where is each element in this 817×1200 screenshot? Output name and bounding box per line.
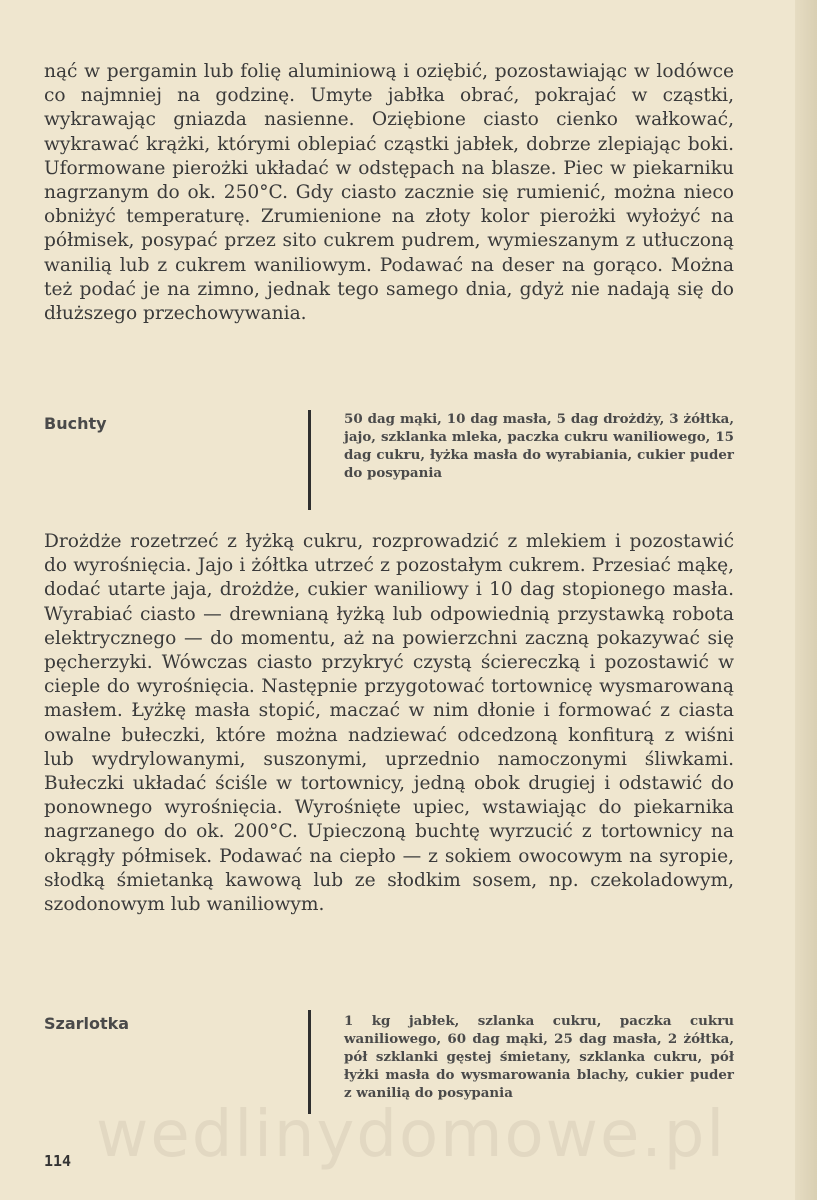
ingredients-divider xyxy=(308,410,311,510)
recipe-title-buchty: Buchty xyxy=(44,414,107,433)
ingredients-list-szarlotka: 1 kg jabłek, szlanka cukru, paczka cukru waniliowego, 60 dag mąki, 25 dag masła, 2 żółtka, pół szklanki gęstej śmietany, szklanka cukru, pół łyżki masła do wysmarowania blachy, cukier puder z wanilią do posypania xyxy=(344,1013,734,1101)
ingredients-list-buchty: 50 dag mąki, 10 dag masła, 5 dag drożdży, 3 żółtka, jajo, szklanka mleka, paczka cukru waniliowego, 15 dag cukru, łyżka masła do wyrabiania, cukier puder do posypania xyxy=(344,411,734,481)
recipe-instructions-buchty: Drożdże rozetrzeć z łyżką cukru, rozprowadzić z mlekiem i pozostawić do wyrośnięcia. Jajo i żółtka utrzeć z pozostałym cukrem. Przesiać mąkę, dodać utarte jaja, drożdże, cukier waniliowy i 10 dag stopionego masła. Wyrabiać ciasto — drewnianą łyżką lub odpowiednią przystawką robota elektrycznego — do momentu, aż na powierzchni zaczną pokazywać się pęcherzyki. Wówczas ciasto przykryć czystą ściereczką i pozostawić w cieple do wyrośnięcia. Następnie przygotować tortownicę wysmarowaną masłem. Łyżkę masła stopić, maczać w nim dłonie i formować z ciasta owalne bułeczki, które można nadziewać odcedzoną konfiturą z wiśni lub wydrylowanymi, suszonymi, uprzednio namoczonymi śliwkami. Bułeczki układać ściśle w tortownicy, jedną obok drugiej i odstawić do ponownego wyrośnięcia. Wyrośnięte upiec, wstawiając do piekarnika nagrzanego do ok. 200°C. Upieczoną buchtę wyrzucić z tortownicy na okrągły półmisek. Podawać na ciepło — z sokiem owocowym na syropie, słodką śmietanką kawową lub ze słodkim sosem, np. czekoladowym, szodonowym lub waniliowym. xyxy=(44,531,734,916)
recipe-title-szarlotka: Szarlotka xyxy=(44,1014,130,1033)
page-edge xyxy=(795,0,817,1200)
watermark: wedlinydomowe.pl xyxy=(96,1098,727,1172)
page-number: 114 xyxy=(44,1152,72,1170)
recipe-text-paragraph: nąć w pergamin lub folię aluminiową i oziębić, pozostawiając w lodówce co najmniej na godzinę. Umyte jabłka obrać, pokrajać w cząstki, wykrawając gniazda nasienne. Oziębione ciasto cienko wałkować, wykrawać krążki, którymi oblepiać cząstki jabłek, dobrze zlepiając boki. Uformowane pierożki układać w odstępach na blasze. Piec w piekarniku nagrzanym do ok. 250°C. Gdy ciasto zacznie się rumienić, można nieco obniżyć temperaturę. Zrumienione na złoty kolor pierożki wyłożyć na półmisek, posypać przez sito cukrem pudrem, wymieszanym z utłuczoną wanilią lub z cukrem waniliowym. Podawać na deser na gorąco. Można też podać je na zimno, jednak tego samego dnia, gdyż nie nadają się do dłuższego przechowywania. xyxy=(44,61,734,325)
